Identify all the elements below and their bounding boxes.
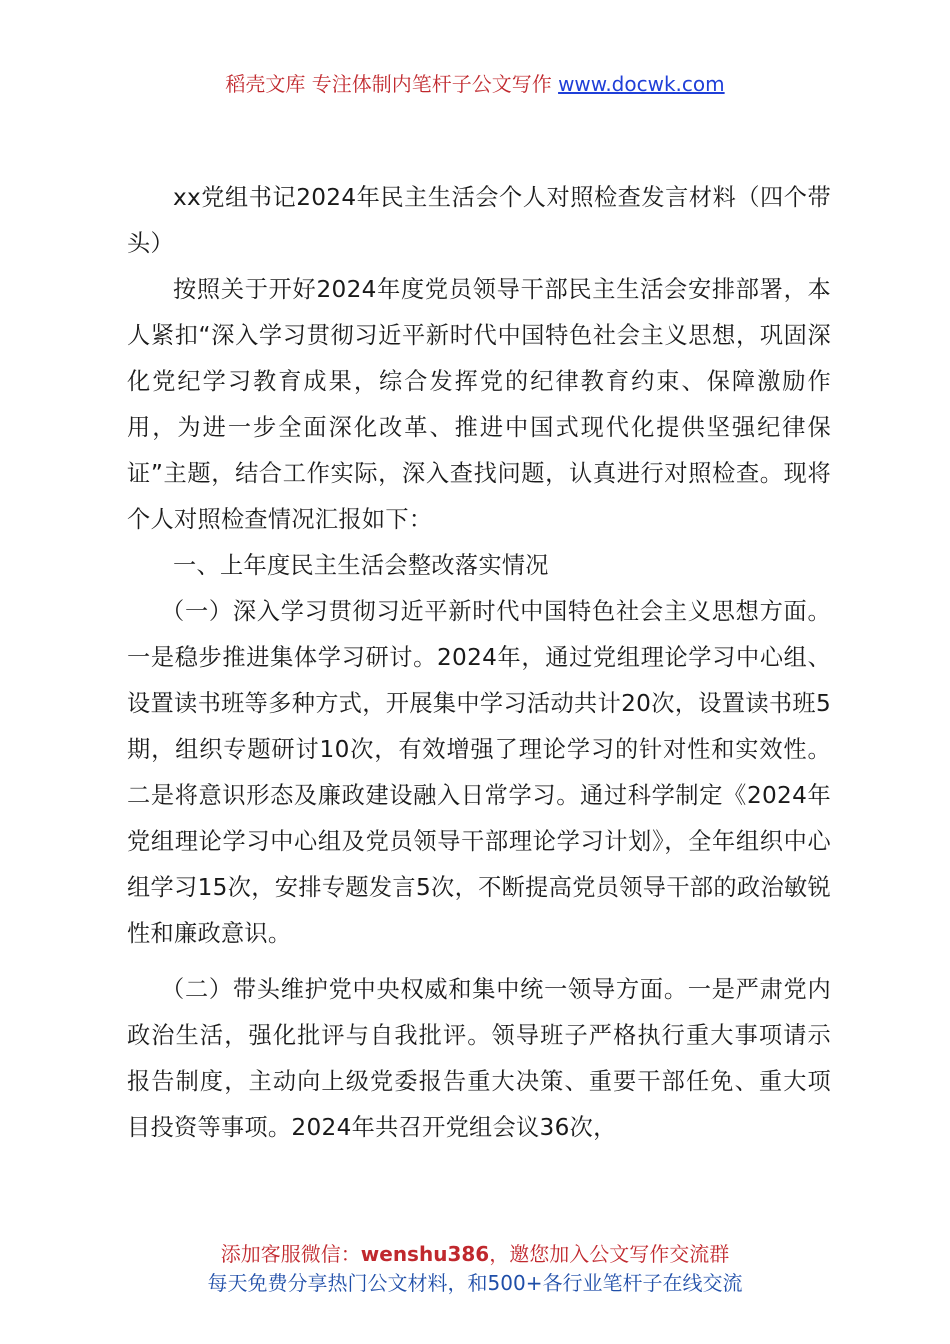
page-header [0,70,950,98]
section-item-2: （二）带头维护党中央权威和集中统一领导方面。一是严肃党内政治生活，强化批评与自我批评。领导班子严格执行重大事项请示报告制度，主动向上级党委报告重大决策、重要干部任免、重大项目投资等事项。2024年共召开党组会议36次， [127,976,831,1141]
footer-wechat-id: wenshu386 [360,1242,490,1266]
document-body [127,175,831,1151]
header-brand: 稻壳文库 专注体制内笔杆子公文写作 [225,72,559,96]
section-heading: 一、上年度民主生活会整改落实情况 [173,552,549,579]
footer-share-line: 每天免费分享热门公文材料，和500+各行业笔杆子在线交流 [207,1271,743,1295]
footer-contact-line [0,1240,950,1269]
footer-contact-prefix: 添加客服微信： [220,1242,361,1266]
intro-paragraph: 按照关于开好2024年度党员领导干部民主生活会安排部署，本人紧扣“深入学习贯彻习近平新时代中国特色社会主义思想，巩固深化党纪学习教育成果，综合发挥党的纪律教育约束、保障激励作用，为进一步全面深化改革、推进中国式现代化提供坚强纪律保证”主题，结合工作实际，深入查找问题，认真进行对照检查。现将个人对照检查情况汇报如下： [127,276,831,533]
page-footer [0,1240,950,1298]
header-url-link[interactable]: www.docwk.com [558,72,725,96]
document-title: xx党组书记2024年民主生活会个人对照检查发言材料（四个带头） [127,184,831,257]
footer-contact-suffix: ，邀您加入公文写作交流群 [489,1242,730,1266]
section-item-1: （一）深入学习贯彻习近平新时代中国特色社会主义思想方面。一是稳步推进集体学习研讨。2024年，通过党组理论学习中心组、设置读书班等多种方式，开展集中学习活动共计20次，设置读书班5期，组织专题研讨10次，有效增强了理论学习的针对性和实效性。二是将意识形态及廉政建设融入日常学习。通过科学制定《2024年党组理论学习中心组及党员领导干部理论学习计划》，全年组织中心组学习15次，安排专题发言5次，不断提高党员领导干部的政治敏锐性和廉政意识。 [127,598,831,947]
